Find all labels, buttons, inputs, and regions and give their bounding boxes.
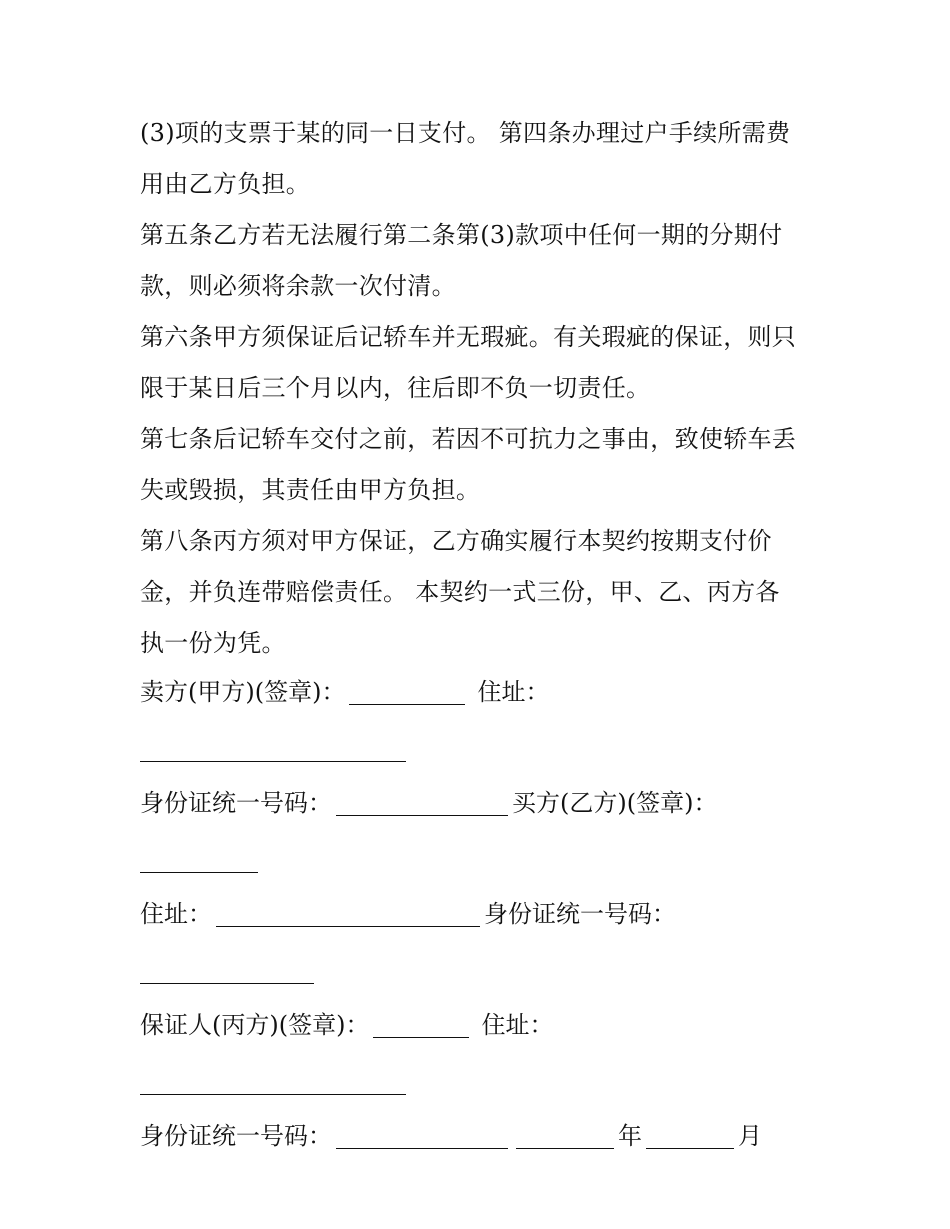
guarantor-address-label: 住址： <box>481 1011 554 1039</box>
month-blank[interactable] <box>646 1124 734 1149</box>
seller-address-row <box>140 716 820 762</box>
guarantor-id-label: 身份证统一号码： <box>140 1122 332 1150</box>
seller-id-label: 身份证统一号码： <box>140 789 332 817</box>
seller-address-label: 住址： <box>477 678 550 706</box>
guarantor-label: 保证人(丙方)(签章)： <box>140 1011 370 1039</box>
buyer-address-blank[interactable] <box>216 902 480 927</box>
seller-id-row <box>140 780 820 827</box>
seller-signature-blank[interactable] <box>349 680 465 705</box>
buyer-id-label: 身份证统一号码： <box>484 900 676 928</box>
buyer-signature-blank[interactable] <box>140 848 258 873</box>
year-blank[interactable] <box>516 1124 614 1149</box>
guarantor-address-row <box>140 1049 820 1095</box>
buyer-id-blank[interactable] <box>140 959 314 984</box>
paragraph-line: 金，并负连带赔偿责任。 本契约一式三份，甲、乙、丙方各 <box>140 578 780 606</box>
seller-address-blank[interactable] <box>140 737 406 762</box>
seller-id-blank[interactable] <box>336 791 508 816</box>
seller-signature-row <box>140 669 820 716</box>
guarantor-signature-row <box>140 1002 820 1049</box>
paragraph-line: (3)项的支票于某的同一日支付。 第四条办理过户手续所需费 <box>140 119 791 147</box>
buyer-label: 买方(乙方)(签章)： <box>512 789 718 817</box>
contract-body <box>140 108 820 1160</box>
guarantor-id-blank[interactable] <box>336 1124 508 1149</box>
seller-label: 卖方(甲方)(签章)： <box>140 678 346 706</box>
paragraph-line: 款，则必须将余款一次付清。 <box>140 272 456 300</box>
guarantor-id-row <box>140 1113 820 1160</box>
paragraph-line: 用由乙方负担。 <box>140 170 311 198</box>
month-label: 月 <box>738 1122 762 1150</box>
year-label: 年 <box>618 1122 642 1150</box>
paragraph-line: 第六条甲方须保证后记轿车并无瑕疵。有关瑕疵的保证，则只 <box>140 323 797 351</box>
paragraph-line: 第八条丙方须对甲方保证，乙方确实履行本契约按期支付价 <box>140 527 772 555</box>
paragraph-line: 第五条乙方若无法履行第二条第(3)款项中任何一期的分期付 <box>140 221 783 249</box>
guarantor-address-blank[interactable] <box>140 1070 406 1095</box>
paragraph-line: 第七条后记轿车交付之前，若因不可抗力之事由，致使轿车丢 <box>140 425 797 453</box>
buyer-signature-row <box>140 827 820 873</box>
paragraph-line: 限于某日后三个月以内，往后即不负一切责任。 <box>140 374 651 402</box>
buyer-address-row <box>140 891 820 938</box>
paragraph-line: 执一份为凭。 <box>140 629 286 657</box>
buyer-address-label: 住址： <box>140 900 212 928</box>
buyer-id-row <box>140 938 820 984</box>
guarantor-signature-blank[interactable] <box>373 1013 469 1038</box>
paragraph-line: 失或毁损，其责任由甲方负担。 <box>140 476 481 504</box>
